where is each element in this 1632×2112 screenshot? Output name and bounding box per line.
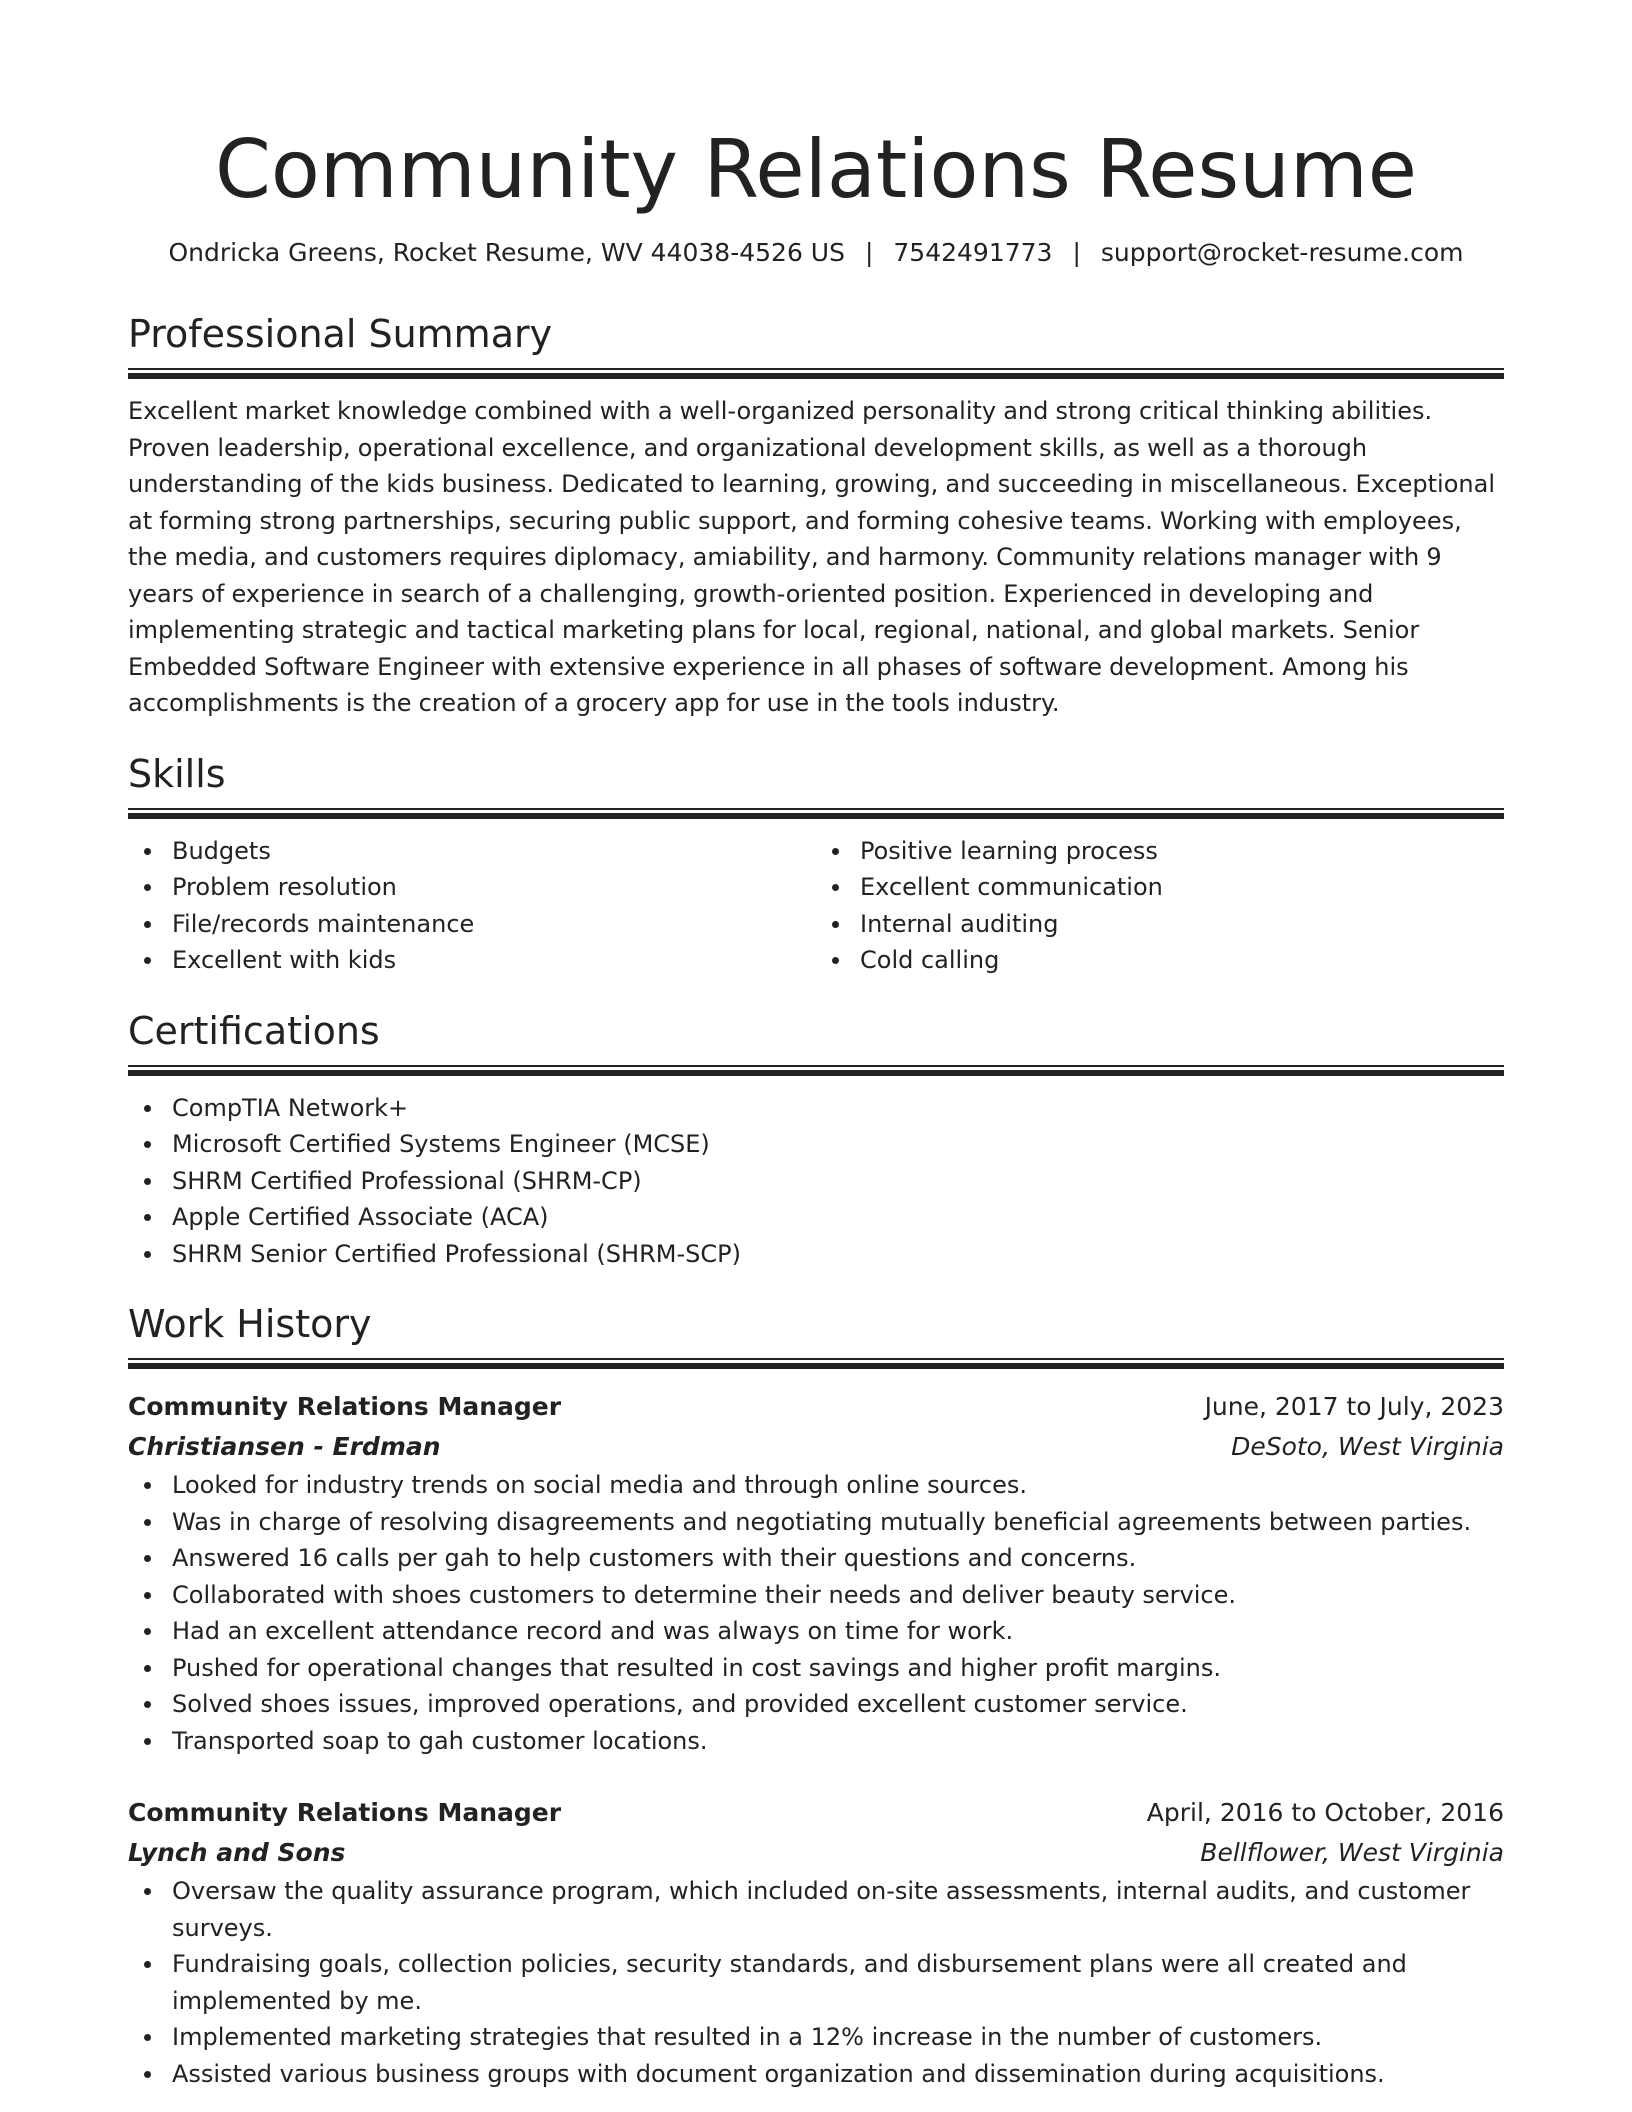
job-company: Christiansen - Erdman (128, 1432, 441, 1461)
certifications-list (128, 1090, 1504, 1273)
job-header-row (128, 1387, 1504, 1427)
contact-address: Ondricka Greens, Rocket Resume, WV 44038-4526 US (168, 238, 845, 267)
list-item: Excellent with kids (172, 942, 816, 979)
contact-separator: | (1072, 238, 1081, 267)
job-dates: April, 2016 to October, 2016 (1146, 1798, 1504, 1827)
job-dates: June, 2017 to July, 2023 (1204, 1392, 1504, 1421)
list-item: Solved shoes issues, improved operations, and provided excellent customer service. (172, 1686, 1504, 1723)
job-header-row (128, 1793, 1504, 1833)
list-item: Budgets (172, 833, 816, 870)
list-item: Pushed for operational changes that resulted in cost savings and higher profit margins. (172, 1650, 1504, 1687)
list-item: Had an excellent attendance record and was always on time for work. (172, 1613, 1504, 1650)
list-item: Oversaw the quality assurance program, which included on-site assessments, internal audits, and customer surveys. (172, 1873, 1504, 1946)
list-item: Problem resolution (172, 869, 816, 906)
summary-text: Excellent market knowledge combined with a well-organized personality and strong critical thinking abilities. Proven leadership, operational excellence, and organizational development skills, as well as a thorough understanding of the kids business. Dedicated to learning, growing, and succeeding in miscellaneous. Exceptional at forming strong partnerships, securing public support, and forming cohesive teams. Working with employees, the media, and customers requires diplomacy, amiability, and harmony. Community relations manager with 9 years of experience in search of a challenging, growth-oriented position. Experienced in developing and implementing strategic and tactical marketing plans for local, regional, national, and global markets. Senior Embedded Software Engineer with extensive experience in all phases of software development. Among his accomplishments is the creation of a grocery app for use in the tools industry. (128, 397, 1495, 717)
list-item: Was in charge of resolving disagreements and negotiating mutually beneficial agreements between parties. (172, 1504, 1504, 1541)
section-divider (128, 368, 1504, 379)
job-title: Community Relations Manager (128, 1798, 562, 1827)
resume-title: Community Relations Resume (215, 123, 1417, 216)
job-company-row (128, 1427, 1504, 1467)
list-item: Transported soap to gah customer locations. (172, 1723, 1504, 1760)
list-item: Microsoft Certified Systems Engineer (MCSE) (172, 1126, 1504, 1163)
job-company: Lynch and Sons (128, 1838, 346, 1867)
skills-column-right (816, 833, 1504, 979)
resume-page (128, 0, 1504, 2092)
section-heading: Skills (128, 751, 226, 796)
section-certifications (128, 1007, 1504, 1273)
job-duties-list (128, 1873, 1504, 2092)
job-title: Community Relations Manager (128, 1392, 562, 1421)
skills-grid (128, 833, 1504, 979)
contact-email: support@rocket-resume.com (1100, 238, 1464, 267)
section-professional-summary (128, 310, 1504, 722)
list-item: Answered 16 calls per gah to help customers with their questions and concerns. (172, 1540, 1504, 1577)
job-entry (128, 1793, 1504, 2092)
section-work-history (128, 1300, 1504, 2092)
list-item: Implemented marketing strategies that resulted in a 12% increase in the number of customers. (172, 2019, 1504, 2056)
contact-line (128, 236, 1504, 270)
job-company-row (128, 1833, 1504, 1873)
section-heading: Certifications (128, 1008, 380, 1053)
list-item: Collaborated with shoes customers to determine their needs and deliver beauty service. (172, 1577, 1504, 1614)
section-divider (128, 1358, 1504, 1369)
list-item: Positive learning process (860, 833, 1504, 870)
section-divider (128, 808, 1504, 819)
contact-separator: | (864, 238, 874, 267)
skills-column-left (128, 833, 816, 979)
list-item: Looked for industry trends on social media and through online sources. (172, 1467, 1504, 1504)
job-location: Bellflower, West Virginia (1200, 1838, 1504, 1867)
section-divider (128, 1065, 1504, 1076)
skills-list (816, 833, 1504, 979)
list-item: SHRM Senior Certified Professional (SHRM-SCP) (172, 1236, 1504, 1273)
section-heading: Work History (128, 1302, 372, 1346)
skills-list (128, 833, 816, 979)
list-item: SHRM Certified Professional (SHRM-CP) (172, 1163, 1504, 1200)
job-duties-list (128, 1467, 1504, 1759)
job-location: DeSoto, West Virginia (1231, 1432, 1504, 1461)
section-heading: Professional Summary (128, 312, 553, 356)
list-item: Internal auditing (860, 906, 1504, 943)
list-item: Apple Certified Associate (ACA) (172, 1199, 1504, 1236)
list-item: CompTIA Network+ (172, 1090, 1504, 1127)
job-entry (128, 1387, 1504, 1759)
list-item: Fundraising goals, collection policies, security standards, and disbursement plans were all created and implemented by me. (172, 1946, 1504, 2019)
list-item: Cold calling (860, 942, 1504, 979)
list-item: Assisted various business groups with document organization and dissemination during acquisitions. (172, 2056, 1504, 2093)
list-item: File/records maintenance (172, 906, 816, 943)
section-skills (128, 750, 1504, 979)
list-item: Excellent communication (860, 869, 1504, 906)
contact-phone: 7542491773 (893, 238, 1053, 267)
